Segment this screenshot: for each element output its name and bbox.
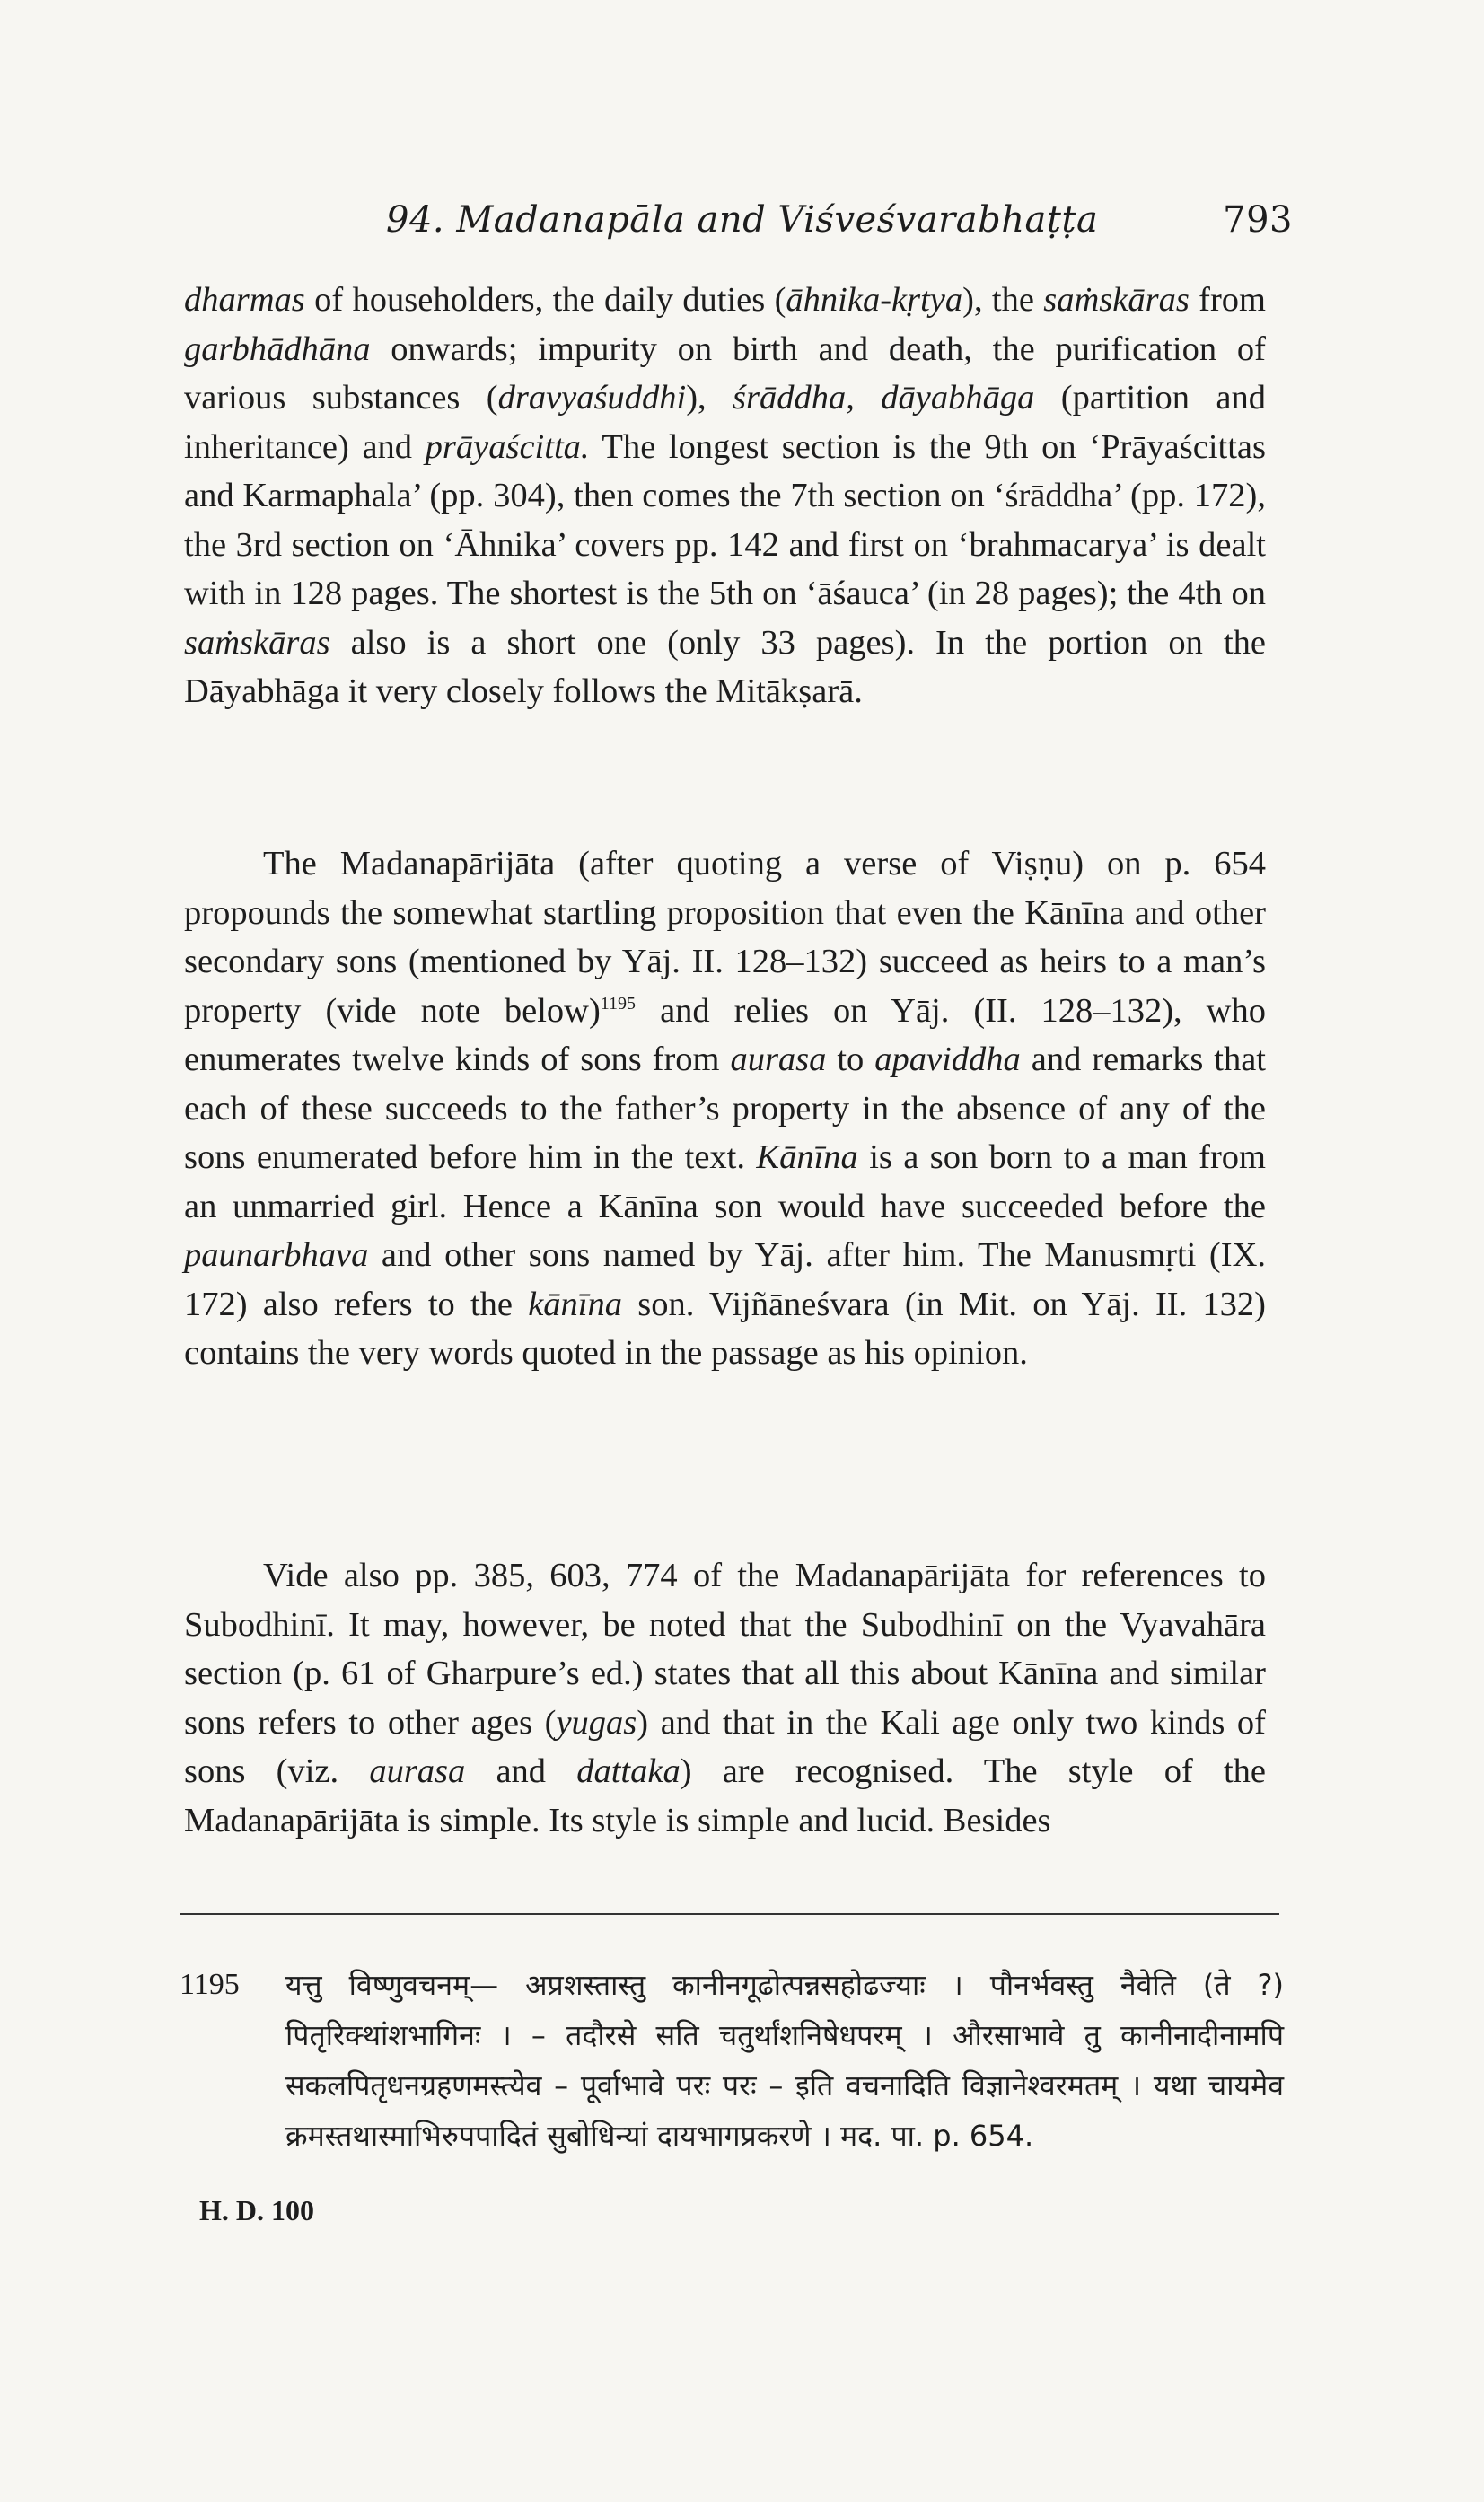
footnote-divider	[180, 1913, 1279, 1915]
text-run: āhnika-kṛtya	[786, 281, 963, 319]
text-run: ), the	[962, 281, 1044, 319]
text-run: son. Vijñāneśvara (in Mit. on Yāj. II. 132) contains the very words quoted in the passage as his opinion.	[184, 1285, 1266, 1372]
chapter-title: 94. Madanapāla and Viśveśvarabhaṭṭa	[386, 199, 1099, 241]
text-run: śrāddha, dāyabhāga	[733, 379, 1035, 417]
text-run: Vide also pp. 385, 603, 774 of the Madanapārijāta for references to Subodhinī. It may, however, be noted that the Subodhinī on the Vyavahāra section (p. 61 of Gharpure’s ed.) states that all this about Kānīna and similar sons refers to other ages (	[184, 1557, 1266, 1742]
text-run: saṁskāras	[184, 623, 330, 662]
text-run: to	[826, 1040, 875, 1078]
text-run: yugas	[556, 1703, 637, 1742]
paragraph-3-text	[184, 1551, 1266, 1845]
text-run: and	[465, 1752, 577, 1790]
text-run: saṁskāras	[1043, 281, 1190, 319]
text-run: dattaka	[576, 1752, 681, 1790]
text-run: and remarks that each of these succeeds to the father’s property in the absence of any of the sons enumerated before him in the text.	[184, 1040, 1266, 1176]
text-run: also is a short one (only 33 pages). In the portion on the Dāyabhāga it very closely follows the Mitākṣarā.	[184, 623, 1266, 710]
paragraph-2	[184, 839, 1266, 1378]
text-run: paunarbhava	[184, 1236, 369, 1274]
text-run: ) and that in the Kali age only two kinds of sons (viz.	[184, 1703, 1267, 1790]
text-run: dharmas	[184, 281, 305, 319]
text-run: ),	[686, 379, 733, 417]
text-run: and other sons named by Yāj. after him. The Manusmṛti (IX. 172) also refers to the	[184, 1236, 1266, 1323]
footnote-1195	[180, 1960, 1284, 2161]
text-run: dravyaśuddhi	[497, 379, 687, 417]
paragraph-3	[184, 1551, 1266, 1845]
text-run: kānīna	[528, 1285, 623, 1323]
paragraph-1-text	[184, 276, 1266, 716]
text-run: prāyaścitta.	[425, 427, 590, 466]
text-run: ) are recognised. The style of the Madanapārijāta is simple. Its style is simple and lucid. Besides	[184, 1752, 1266, 1839]
text-run: onwards; impurity on birth and death, the purification of various substances (	[184, 329, 1266, 417]
page-number: 793	[1223, 199, 1293, 241]
text-run: is a son born to a man from an unmarried girl. Hence a Kānīna son would have succeeded before the	[184, 1138, 1266, 1225]
text-run: Kānīna	[756, 1138, 858, 1176]
text-run: aurasa	[369, 1752, 466, 1790]
paragraph-1	[184, 276, 1266, 716]
footnote-text: यत्तु विष्णुवचनम्— अप्रशस्तास्तु कानीनगूढोत्पन्नसहोढज्याः । पौनर्भवस्तु नैवेति (ते ?) पितृरिक्थांशभागिनः । – तदौरसे सति चतुर्थांशनिषेधपरम् । औरसाभावे तु कानीनादीनामपि सकलपितृधनग्रहणमस्त्येव – पूर्वाभावे परः परः – इति वचनादिति विज्ञानेश्वरमतम् । यथा चायमेव क्रमस्तथास्माभिरुपपादितं सुबोधिन्यां दायभागप्रकरणे । मद. पा. p. 654.	[285, 1968, 1284, 2153]
text-run: from	[1189, 281, 1267, 319]
text-run: (partition and inheritance) and	[184, 379, 1267, 466]
text-run: The Madanapārijāta (after quoting a verse of Viṣṇu) on p. 654 propounds the somewhat startling proposition that even the Kānīna and other secondary sons (mentioned by Yāj. II. 128–132) succeed as heirs to a man’s property (vide note below)	[184, 845, 1266, 1030]
text-run: The longest section is the 9th on ‘Prāyaścittas and Karmaphala’ (pp. 304), then comes the 7th section on ‘śrāddha’ (pp. 172), the 3rd section on ‘Āhnika’ covers pp. 142 and first on ‘brahmacarya’ is dealt with in 128 pages. The shortest is the 5th on ‘āśauca’ (in 28 pages); the 4th on	[184, 427, 1266, 612]
footnote-number: 1195	[180, 1968, 240, 2001]
text-run: and relies on Yāj. (II. 128–132), who enumerates twelve kinds of sons from	[184, 991, 1266, 1078]
signature-mark: H. D. 100	[199, 2194, 314, 2226]
text-run: apaviddha	[874, 1040, 1021, 1078]
paragraph-2-text	[184, 839, 1266, 1378]
text-run: of householders, the daily duties (	[304, 281, 786, 319]
text-run: garbhādhāna	[184, 329, 371, 368]
footnote-ref: 1195	[600, 993, 637, 1014]
text-run: aurasa	[730, 1040, 827, 1078]
